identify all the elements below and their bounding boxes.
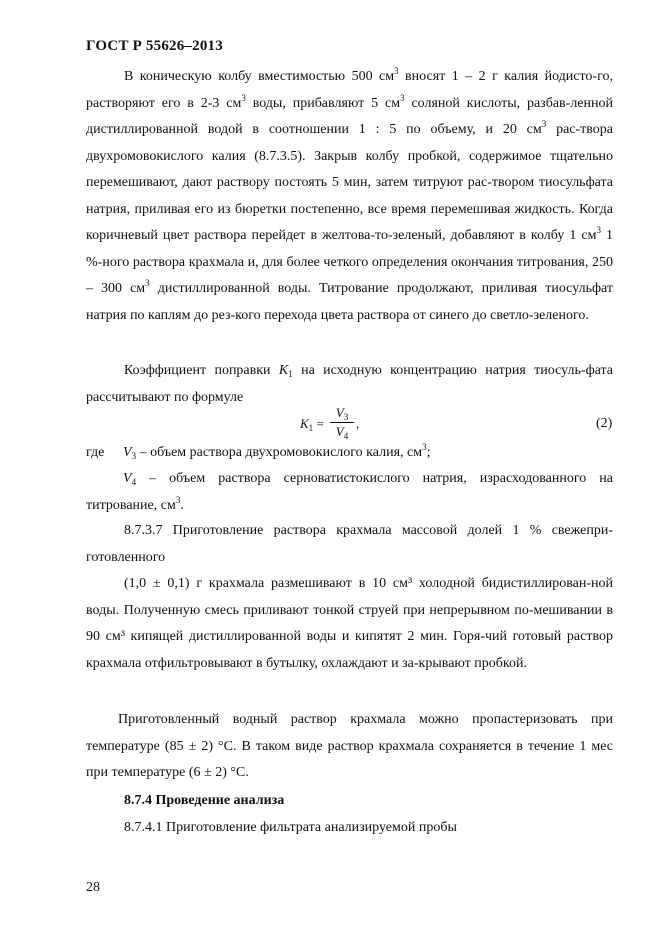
formula-2: $K_1$ = $V_3$ $V_4$ , — [300, 405, 360, 441]
standard-header: ГОСТ Р 55626–2013 — [86, 38, 223, 54]
section-heading-8-7-4: 8.7.4 Проведение анализа — [124, 793, 285, 808]
paragraph-6: 8.7.4.1 Приготовление фильтрата анализируемой пробы — [124, 820, 457, 835]
paragraph-5: Приготовленный водный раствор крахмала можно пропастеризовать при температуре (85 ± 2) °С. В таком виде раствор крахмала сохраняется в течение 1 мес при температуре (6 ± 2) °С. — [86, 712, 613, 780]
formula-lhs: $K_1$ = — [300, 416, 324, 433]
paragraph-2: Коэффициент поправки $K_1$ на исходную концентрацию натрия тиосуль-фата рассчитывают по формуле — [86, 363, 613, 405]
paragraph-1: В коническую колбу вместимостью 500 $см^3$ вносят 1 – 2 г калия йодисто-го, растворяют его в 2-3 $см^3$ воды, прибавляют 5 $см^3$ соляной кислоты, разбав-ленной дистиллированной водой в соотношении 1 : 5 по объему, и 20 $см^3$ рас-твора двухромовокислого калия (8.7.3.5). Закрыв колбу пробкой, содержимое тщательно перемешивают, дают раствору постоять 5 мин, затем титруют рас-твором тиосульфата натрия, приливая его из бюретки постепенно, все время перемешивая жидкость. Когда коричневый цвет раствора перейдет в желтова-то-зеленый, добавляют в колбу 1 $см^3$ 1 %-ного раствора крахмала и, для более четкого определения окончания титрования, 250 – 300 $см^3$ дистиллированной воды. Титрование продолжают, приливая тиосульфат натрия по каплям до рез-кого перехода цвета раствора от синего до светло-зеленого. — [86, 66, 614, 323]
fraction-bar — [330, 422, 354, 423]
where-v3-text: $V_3$ – объем раствора двухромовокислого калия, $см^3$; — [123, 442, 431, 461]
where-v4: $V_4$ – объем раствора серноватистокислого натрия, израсходованного на титрование, $см^3$. — [86, 471, 613, 513]
paragraph-3: 8.7.3.7 Приготовление раствора крахмала массовой долей 1 % свежепри-готовленного — [86, 523, 613, 565]
where-label: где — [86, 445, 105, 460]
formula-numerator: $V_3$ — [335, 405, 349, 422]
formula-fraction — [330, 405, 354, 440]
formula-denominator: $V_4$ — [335, 424, 349, 441]
page-number: 28 — [86, 880, 100, 895]
paragraph-4: (1,0 ± 0,1) г крахмала размешивают в 10 см³ холодной бидистиллирован-ной воды. Полученную смесь приливают тонкой струей при непрерывном по-мешивании в 90 см³ кипящей дистиллированной воды и кипятят 2 мин. Горя-чий готовый раствор крахмала отфильтровывают в бутылку, охлаждают и за-крывают пробкой. — [86, 576, 613, 671]
equation-number: (2) — [596, 416, 613, 431]
